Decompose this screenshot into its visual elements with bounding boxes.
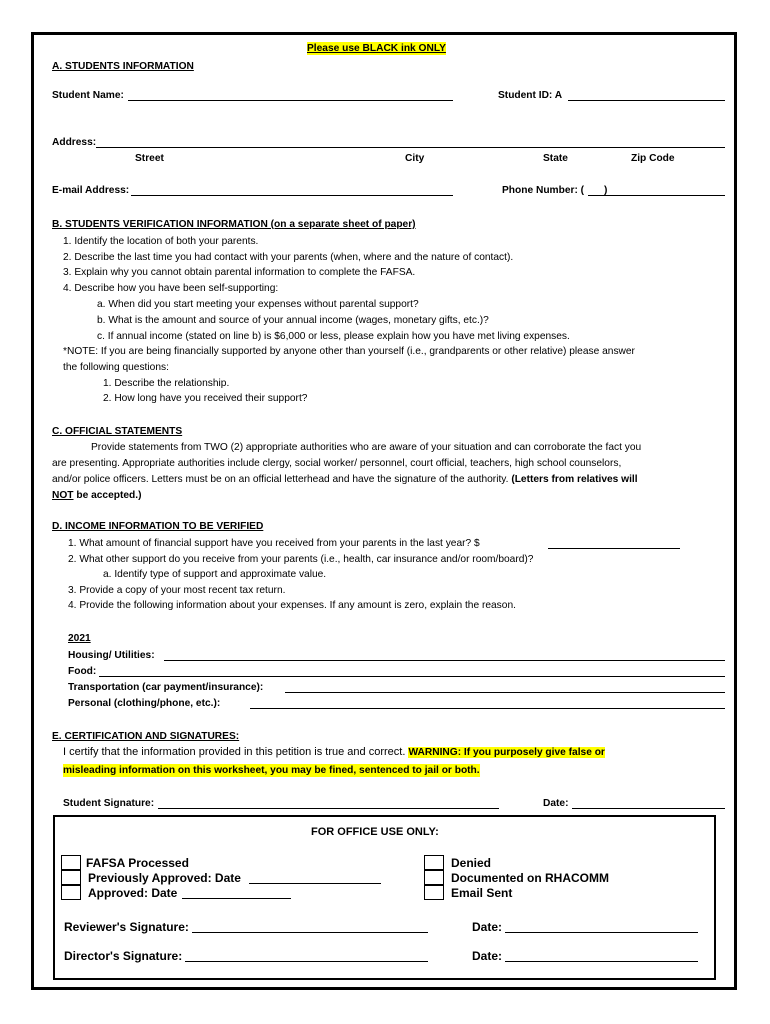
fafsa-processed-checkbox[interactable] — [61, 855, 81, 870]
zip-label: Zip Code — [631, 153, 675, 164]
expense-label: Food: — [68, 666, 97, 677]
address-label: Address: — [52, 137, 97, 148]
office-option-label: Previously Approved: Date — [88, 871, 241, 885]
office-option-label: Documented on RHACOMM — [451, 871, 609, 885]
director-signature-field[interactable] — [185, 961, 428, 962]
section-b-title: B. STUDENTS VERIFICATION INFORMATION (on a separate sheet of paper) — [52, 219, 416, 230]
student-name-field[interactable] — [128, 100, 453, 101]
date-label: Date: — [543, 798, 569, 809]
certification-line — [63, 746, 605, 759]
section-d-title: D. INCOME INFORMATION TO BE VERIFIED — [52, 521, 264, 532]
address-field[interactable] — [96, 147, 725, 148]
student-id-label: Student ID: A — [498, 90, 563, 101]
phone-close-paren: ) — [604, 185, 608, 196]
warning-text: WARNING: If you purposely give false or — [408, 747, 605, 758]
city-label: City — [405, 153, 425, 164]
reviewer-date-field[interactable] — [505, 932, 698, 933]
list-item: 4. Describe how you have been self-supporting: — [63, 283, 279, 294]
list-subitem: a. When did you start meeting your expenses without parental support? — [97, 299, 419, 310]
list-subitem: c. If annual income (stated on line b) is $6,000 or less, please explain how you have met living expenses. — [97, 331, 570, 342]
transportation-field[interactable] — [285, 692, 725, 693]
director-date-label: Date: — [472, 949, 503, 963]
director-signature-label: Director's Signature: — [64, 949, 183, 963]
student-name-label: Student Name: — [52, 90, 124, 101]
section-e-title: E. CERTIFICATION AND SIGNATURES: — [52, 731, 240, 742]
state-label: State — [543, 153, 568, 164]
list-item: 1. What amount of financial support have you received from your parents in the last year? $ — [68, 538, 480, 549]
director-date-field[interactable] — [505, 961, 698, 962]
personal-field[interactable] — [250, 708, 725, 709]
street-label: Street — [135, 153, 164, 164]
support-amount-field[interactable] — [548, 548, 680, 549]
section-a-title: A. STUDENTS INFORMATION — [52, 61, 194, 72]
food-field[interactable] — [99, 676, 725, 677]
student-date-field[interactable] — [572, 808, 725, 809]
expense-label: Transportation (car payment/insurance): — [68, 682, 264, 693]
certification-text: I certify that the information provided in this petition is true and correct. — [63, 746, 406, 758]
ink-notice: Please use BLACK ink ONLY — [307, 43, 446, 54]
previously-approved-checkbox[interactable] — [61, 870, 81, 885]
student-signature-label: Student Signature: — [63, 798, 155, 809]
list-item: 3. Provide a copy of your most recent tax return. — [68, 585, 286, 596]
office-use-title: FOR OFFICE USE ONLY: — [311, 826, 439, 838]
approved-checkbox[interactable] — [61, 885, 81, 900]
expense-label: Housing/ Utilities: — [68, 650, 155, 661]
paragraph-line: are presenting. Appropriate authorities include clergy, social worker/ personnel, court official, teachers, high school counselors, — [52, 458, 622, 469]
paragraph-line — [52, 473, 638, 486]
email-label: E-mail Address: — [52, 185, 130, 196]
list-item: 1. Identify the location of both your parents. — [63, 236, 259, 247]
previously-approved-date-field[interactable] — [249, 883, 381, 884]
phone-label: Phone Number: ( — [502, 185, 585, 196]
office-option-label: Approved: Date — [88, 886, 178, 900]
email-sent-checkbox[interactable] — [424, 885, 444, 900]
reviewer-date-label: Date: — [472, 920, 503, 934]
paragraph-line: Provide statements from TWO (2) appropriate authorities who are aware of your situation and can corroborate the fact you — [91, 442, 642, 453]
expense-label: Personal (clothing/phone, etc.): — [68, 698, 221, 709]
denied-checkbox[interactable] — [424, 855, 444, 870]
documented-checkbox[interactable] — [424, 870, 444, 885]
office-option-label: Denied — [451, 856, 492, 870]
email-field[interactable] — [131, 195, 453, 196]
note-text: *NOTE: If you are being financially supported by anyone other than yourself (i.e., grandparents or other relative) please answer — [63, 346, 635, 357]
relatives-warning: (Letters from relatives will — [511, 474, 638, 485]
note-text: the following questions: — [63, 362, 169, 373]
paragraph-text: be accepted.) — [76, 490, 142, 501]
list-item: 2. What other support do you receive from your parents (i.e., health, car insurance and/or room/board)? — [68, 554, 534, 565]
expense-year: 2021 — [68, 633, 91, 644]
list-item: 4. Provide the following information about your expenses. If any amount is zero, explain the reason. — [68, 600, 516, 611]
warning-text: misleading information on this worksheet, you may be fined, sentenced to jail or both. — [63, 765, 480, 776]
student-signature-field[interactable] — [158, 808, 499, 809]
student-id-field[interactable] — [568, 100, 725, 101]
section-c-title: C. OFFICIAL STATEMENTS — [52, 426, 183, 437]
housing-field[interactable] — [164, 660, 725, 661]
list-subitem: b. What is the amount and source of your annual income (wages, monetary gifts, etc.)? — [97, 315, 489, 326]
list-subitem: a. Identify type of support and approximate value. — [103, 569, 327, 580]
list-item: 3. Explain why you cannot obtain parental information to complete the FAFSA. — [63, 267, 416, 278]
list-item: 2. Describe the last time you had contact with your parents (when, where and the nature of contact). — [63, 252, 514, 263]
note-item: 1. Describe the relationship. — [103, 378, 230, 389]
reviewer-signature-label: Reviewer's Signature: — [64, 920, 189, 934]
paragraph-line — [52, 489, 141, 502]
paragraph-text: and/or police officers. Letters must be on an official letterhead and have the signature of the authority. — [52, 474, 509, 485]
not-emphasis: NOT — [52, 490, 74, 501]
office-option-label: Email Sent — [451, 886, 513, 900]
phone-field[interactable] — [588, 195, 725, 196]
office-option-label: FAFSA Processed — [86, 856, 189, 870]
reviewer-signature-field[interactable] — [192, 932, 428, 933]
approved-date-field[interactable] — [182, 898, 291, 899]
note-item: 2. How long have you received their support? — [103, 393, 308, 404]
